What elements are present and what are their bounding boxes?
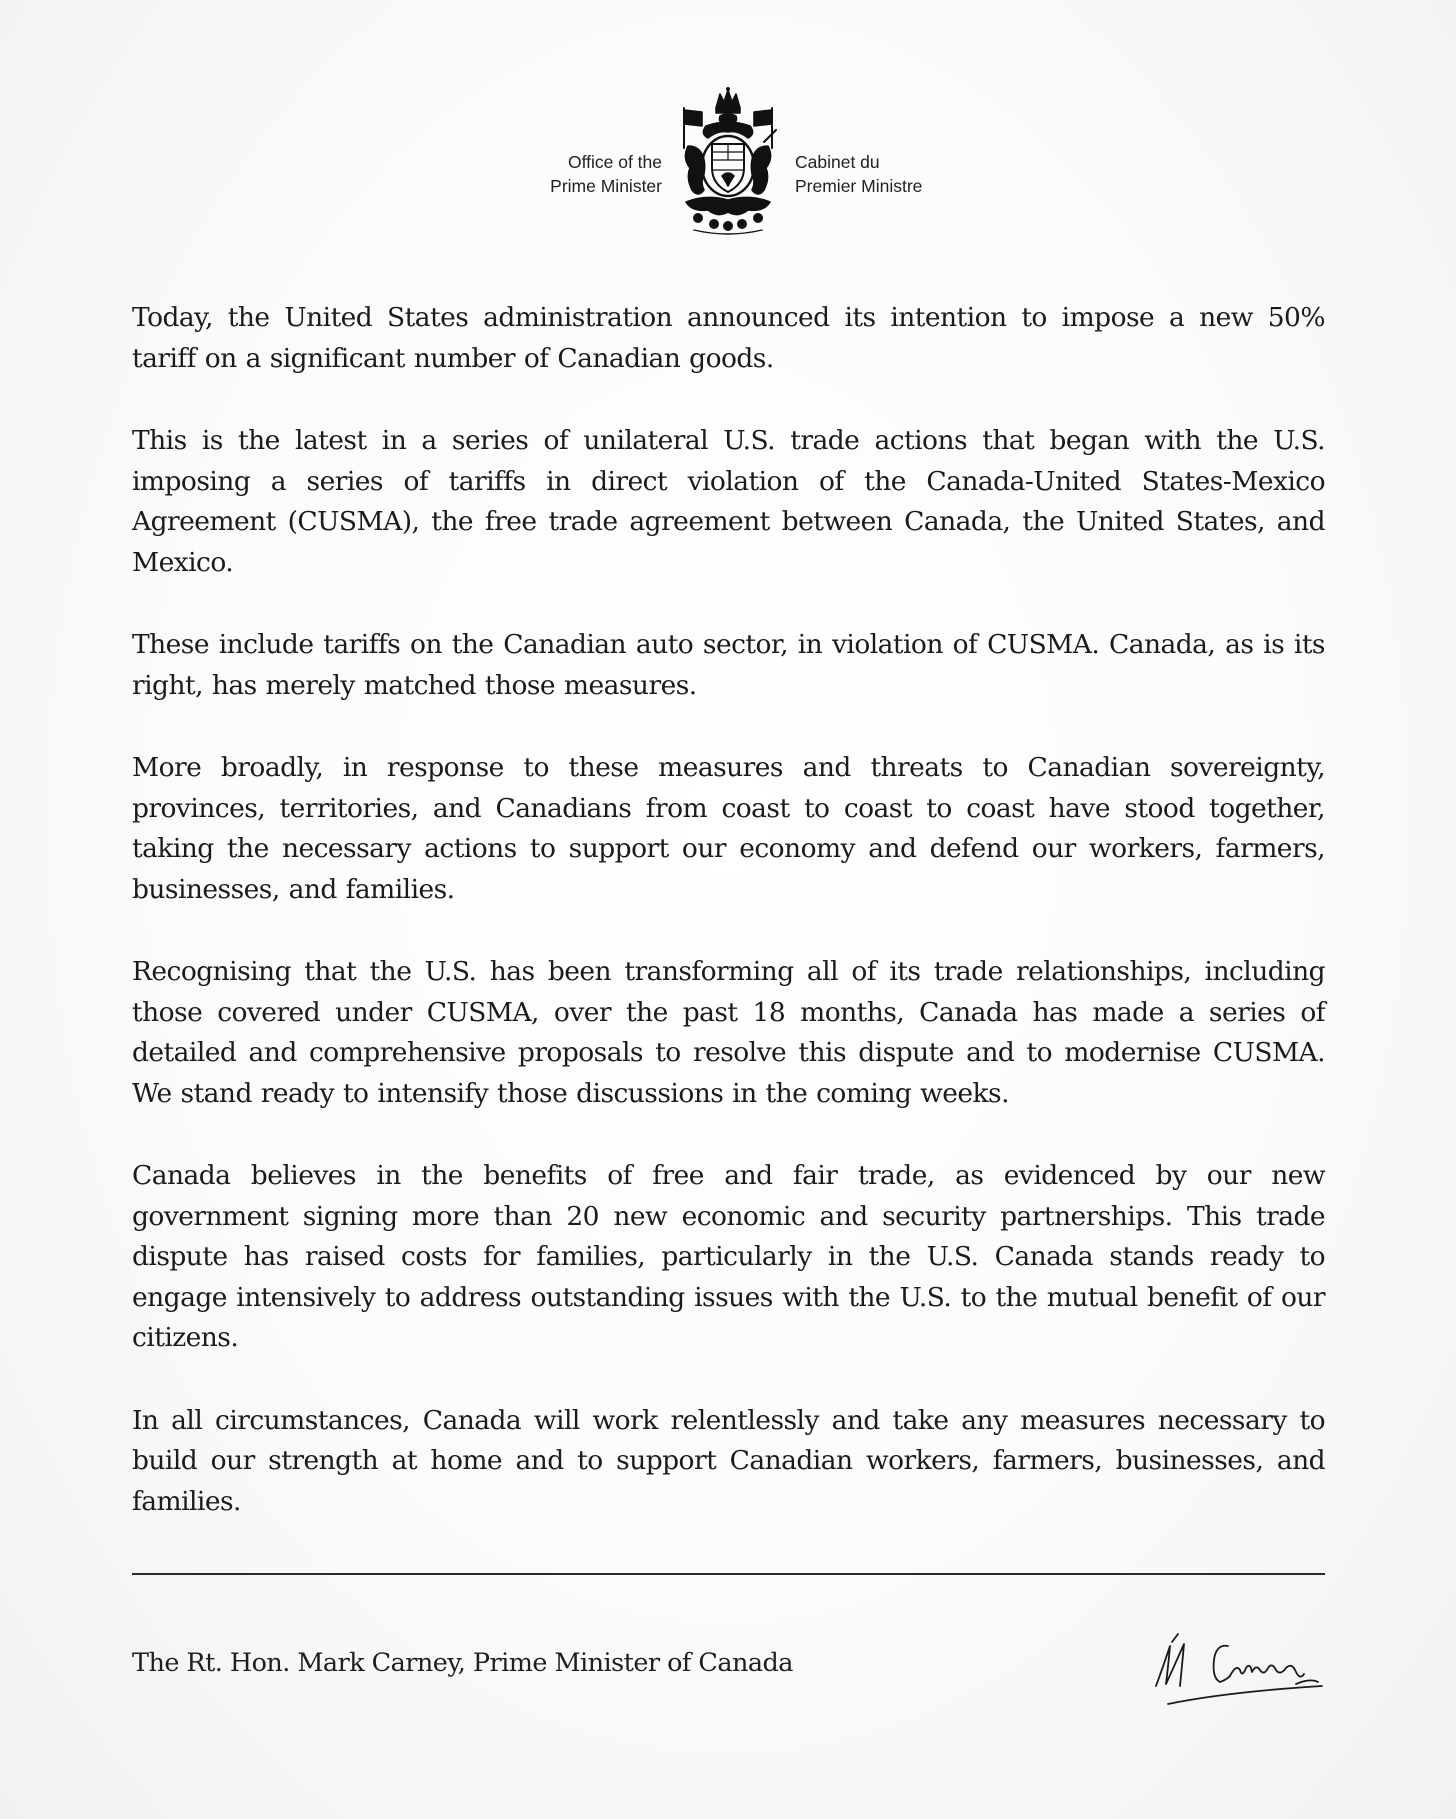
paragraph-7: In all circumstances, Canada will work relentlessly and take any measures necessary to build our strength at home and to support Canadian workers, farmers, businesses, and families. bbox=[132, 1404, 1325, 1517]
letterhead bbox=[0, 86, 1456, 236]
handwritten-signature-icon bbox=[1146, 1624, 1330, 1710]
office-fr-line-2: Premier Ministre bbox=[795, 176, 923, 196]
footer-divider bbox=[132, 1573, 1325, 1575]
paragraph-3: These include tariffs on the Canadian auto sector, in violation of CUSMA. Canada, as is its right, has merely matched those measures. bbox=[132, 629, 1325, 701]
office-en-line-2: Prime Minister bbox=[550, 176, 662, 196]
coat-of-arms-of-canada-icon bbox=[676, 86, 780, 236]
office-name-english bbox=[550, 150, 662, 198]
signatory-line: The Rt. Hon. Mark Carney, Prime Minister of Canada bbox=[132, 1648, 793, 1678]
paragraph-1: Today, the United States administration announced its intention to impose a new 50% tariff on a significant number of Canadian goods. bbox=[132, 302, 1325, 374]
paragraph-2: This is the latest in a series of unilateral U.S. trade actions that began with the U.S. imposing a series of tariffs in direct violation of the Canada-United States-Mexico Agreement (CUSMA), the free trade agreement between Canada, the United States, and Mexico. bbox=[132, 425, 1325, 578]
letter-body bbox=[132, 298, 1325, 1564]
office-fr-line-1: Cabinet du bbox=[795, 152, 880, 172]
paragraph-6: Canada believes in the benefits of free and fair trade, as evidenced by our new government signing more than 20 new economic and security partnerships. This trade dispute has raised costs for families, particularly in the U.S. Canada stands ready to engage intensively to address outstanding issues with the U.S. to the mutual benefit of our citizens. bbox=[132, 1160, 1325, 1353]
office-en-line-1: Office of the bbox=[567, 152, 662, 172]
paragraph-5: Recognising that the U.S. has been transforming all of its trade relationships, including those covered under CUSMA, over the past 18 months, Canada has made a series of detailed and comprehensive proposals to resolve this dispute and to modernise CUSMA. We stand ready to intensify those discussions in the coming weeks. bbox=[132, 956, 1325, 1109]
paragraph-4: More broadly, in response to these measures and threats to Canadian sovereignty, provinces, territories, and Canadians from coast to coast to coast have stood together, taking the necessary actions to support our economy and defend our workers, farmers, businesses, and families. bbox=[132, 752, 1325, 905]
office-name-french bbox=[795, 150, 922, 198]
